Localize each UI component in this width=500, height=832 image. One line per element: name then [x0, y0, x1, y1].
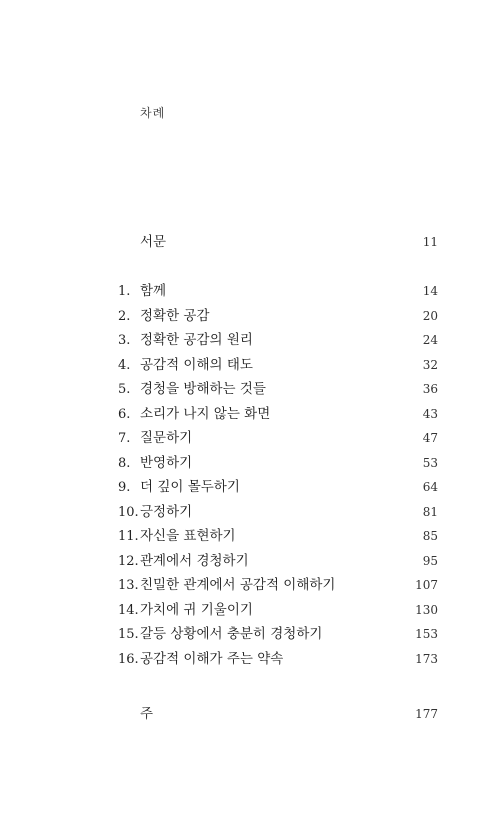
- toc-entry-number: 10.: [118, 504, 139, 520]
- toc-entry-title: 관계에서 경청하기: [140, 552, 249, 569]
- toc-entry-number: 16.: [118, 651, 139, 667]
- toc-entry-page: 47: [422, 431, 438, 445]
- toc-entry-page: 85: [422, 529, 438, 543]
- toc-entry-chapter-12[interactable]: [118, 549, 438, 569]
- toc-entry-title: 서문: [140, 234, 167, 250]
- toc-entry-page: 43: [422, 406, 438, 421]
- toc-entry-page: 20: [422, 308, 438, 323]
- toc-entry-title: 함께: [140, 283, 167, 299]
- toc-entry-notes[interactable]: [118, 702, 438, 722]
- toc-entry-title: 질문하기: [140, 430, 193, 446]
- toc-entry-page: 64: [422, 480, 438, 494]
- toc-entry-title: 자신을 표현하기: [140, 528, 236, 544]
- toc-entry-chapter-10[interactable]: [118, 500, 438, 520]
- toc-entry-page: 53: [422, 455, 438, 470]
- toc-entry-chapter-9[interactable]: [118, 475, 438, 495]
- toc-entry-title: 가치에 귀 기울이기: [140, 601, 253, 618]
- toc-entry-chapter-5[interactable]: [118, 377, 438, 397]
- toc-entry-page: 14: [422, 284, 438, 298]
- toc-entry-page: 177: [415, 707, 438, 721]
- toc-entry-number: 12.: [118, 553, 139, 569]
- toc-entry-chapter-4[interactable]: [118, 353, 438, 373]
- toc-entry-preface[interactable]: [118, 230, 438, 250]
- toc-entry-chapter-6[interactable]: [118, 402, 438, 422]
- toc-entry-number: 4.: [118, 357, 131, 373]
- toc-entry-title: 더 깊이 몰두하기: [140, 479, 240, 495]
- toc-entry-title: 경청을 방해하는 것들: [140, 381, 266, 397]
- toc-entry-page: 130: [415, 602, 438, 617]
- toc-entry-title: 정확한 공감의 원리: [140, 332, 253, 348]
- toc-entry-number: 11.: [118, 529, 139, 544]
- toc-entry-number: 1.: [118, 284, 131, 299]
- toc-entry-number: 2.: [118, 308, 131, 324]
- toc-entry-chapter-8[interactable]: [118, 451, 438, 471]
- toc-entry-title: 정확한 공감: [140, 307, 210, 324]
- toc-entry-page: 173: [415, 651, 438, 666]
- toc-entry-title: 주: [140, 706, 154, 722]
- toc-entry-number: 8.: [118, 455, 131, 471]
- toc-entry-chapter-14[interactable]: [118, 598, 438, 618]
- toc-entry-title: 갈등 상황에서 충분히 경청하기: [140, 626, 323, 642]
- toc-heading: 차례: [140, 106, 166, 120]
- toc-entry-number: 6.: [118, 406, 131, 422]
- toc-entry-chapter-2[interactable]: [118, 304, 438, 324]
- toc-entry-page: 24: [422, 333, 438, 347]
- toc-entry-page: 32: [422, 357, 438, 372]
- toc-entry-chapter-1[interactable]: [118, 279, 438, 299]
- toc-entry-chapter-16[interactable]: [118, 647, 438, 667]
- toc-entry-page: 95: [422, 553, 438, 568]
- toc-entry-title: 공감적 이해의 태도: [140, 356, 253, 373]
- toc-entry-number: 3.: [118, 333, 131, 348]
- toc-entry-chapter-11[interactable]: [118, 524, 438, 544]
- toc-entry-title: 공감적 이해가 주는 약속: [140, 650, 284, 667]
- toc-entry-title: 소리가 나지 않는 화면: [140, 405, 271, 422]
- toc-entry-page: 36: [422, 382, 438, 396]
- toc-entry-number: 13.: [118, 578, 139, 593]
- toc-entry-page: 153: [415, 627, 438, 641]
- toc-entry-title: 친밀한 관계에서 공감적 이해하기: [140, 577, 336, 593]
- toc-entry-chapter-15[interactable]: [118, 622, 438, 642]
- toc-entry-number: 9.: [118, 480, 131, 495]
- toc-entry-page: 81: [422, 504, 438, 519]
- toc-entry-number: 7.: [118, 431, 131, 446]
- toc-entry-number: 15.: [118, 627, 139, 642]
- toc-entry-number: 5.: [118, 382, 131, 397]
- toc-entry-chapter-13[interactable]: [118, 573, 438, 593]
- toc-entry-chapter-7[interactable]: [118, 426, 438, 446]
- toc-entry-number: 14.: [118, 602, 139, 618]
- toc-entry-chapter-3[interactable]: [118, 328, 438, 348]
- toc-entry-page: 107: [415, 578, 438, 592]
- toc-entry-title: 긍정하기: [140, 503, 193, 520]
- toc-entry-title: 반영하기: [140, 454, 193, 471]
- toc-entry-page: 11: [422, 235, 438, 249]
